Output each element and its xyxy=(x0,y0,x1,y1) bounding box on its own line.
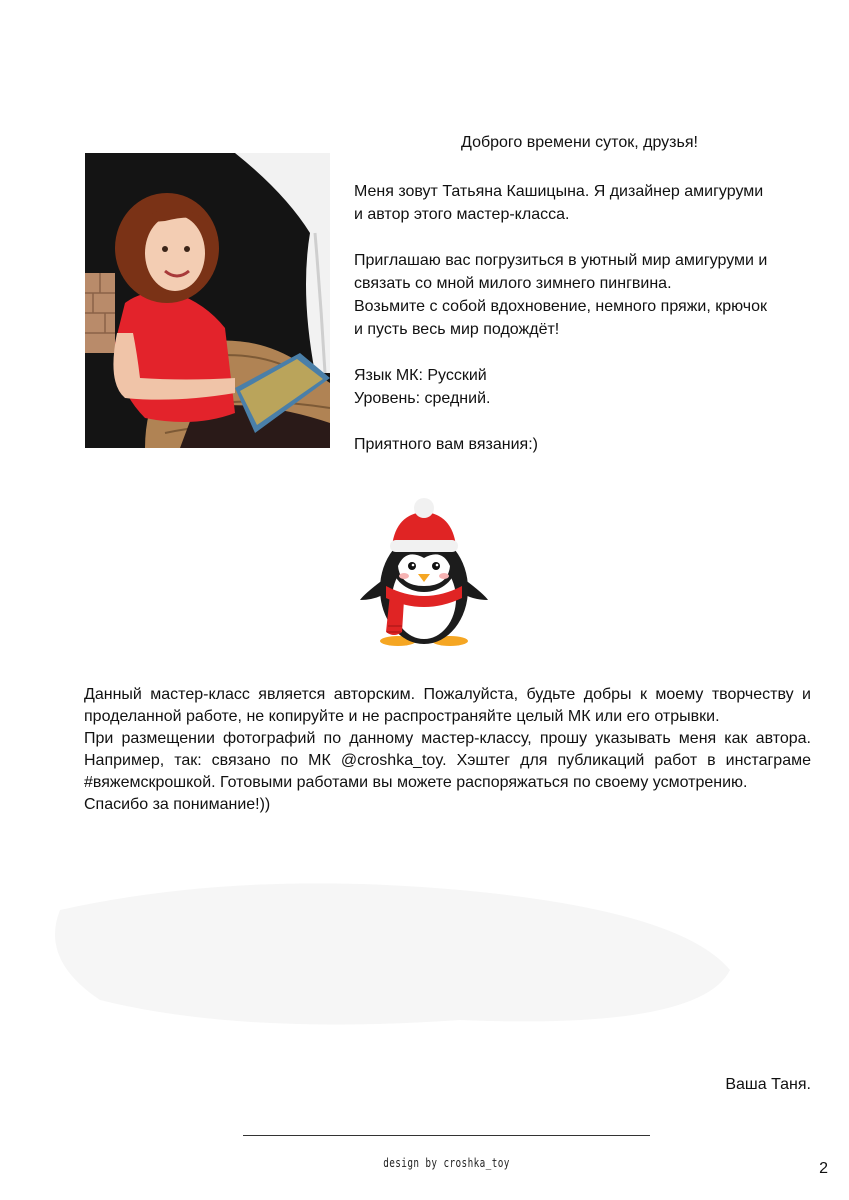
level-line: Уровень: средний. xyxy=(354,390,491,407)
language-line: Язык МК: Русский xyxy=(354,367,487,384)
intro-line: Возьмите с собой вдохновение, немного пряжи, крючок xyxy=(354,298,768,315)
footer-divider xyxy=(243,1135,650,1136)
page-number: 2 xyxy=(819,1160,828,1177)
intro-line: Приглашаю вас погрузиться в уютный мир амигуруми и xyxy=(354,252,768,269)
intro-line: и пусть весь мир подождёт! xyxy=(354,321,560,338)
penguin-illustration xyxy=(356,494,492,650)
notice-paragraph-2: При размещении фотографий по данному мастер-классу, прошу указывать меня как автора. Например, так: связано по МК @croshka_toy. Хэштег для публикаций работ в инстаграме #вяжемскрошкой. Готовыми работами вы можете распоряжаться по своему усмотрению. xyxy=(84,730,811,791)
notice-paragraph-1: Данный мастер-класс является авторским. Пожалуйста, будьте добры к моему творчеству и проделанной работе, не копируйте и не распространяйте целый МК или его отрывки. xyxy=(84,686,811,725)
intro-text xyxy=(354,180,824,456)
intro-line: Меня зовут Татьяна Кашицына. Я дизайнер амигуруми xyxy=(354,183,764,200)
intro-paragraph-1 xyxy=(354,180,824,226)
author-photo xyxy=(85,153,330,448)
copyright-notice xyxy=(84,684,811,816)
intro-line: связать со мной милого зимнего пингвина. xyxy=(354,275,672,292)
footer-credit: design by croshka_toy xyxy=(383,1156,510,1170)
intro-paragraph-2 xyxy=(354,249,824,341)
intro-line: и автор этого мастер-класса. xyxy=(354,206,570,223)
intro-line: Приятного вам вязания:) xyxy=(354,436,538,453)
intro-paragraph-4 xyxy=(354,433,824,456)
signoff: Ваша Таня. xyxy=(725,1076,811,1093)
background-smudge xyxy=(40,870,740,1040)
greeting-heading: Доброго времени суток, друзья! xyxy=(461,134,698,151)
intro-paragraph-3 xyxy=(354,364,824,410)
notice-paragraph-3: Спасибо за понимание!)) xyxy=(84,796,271,813)
